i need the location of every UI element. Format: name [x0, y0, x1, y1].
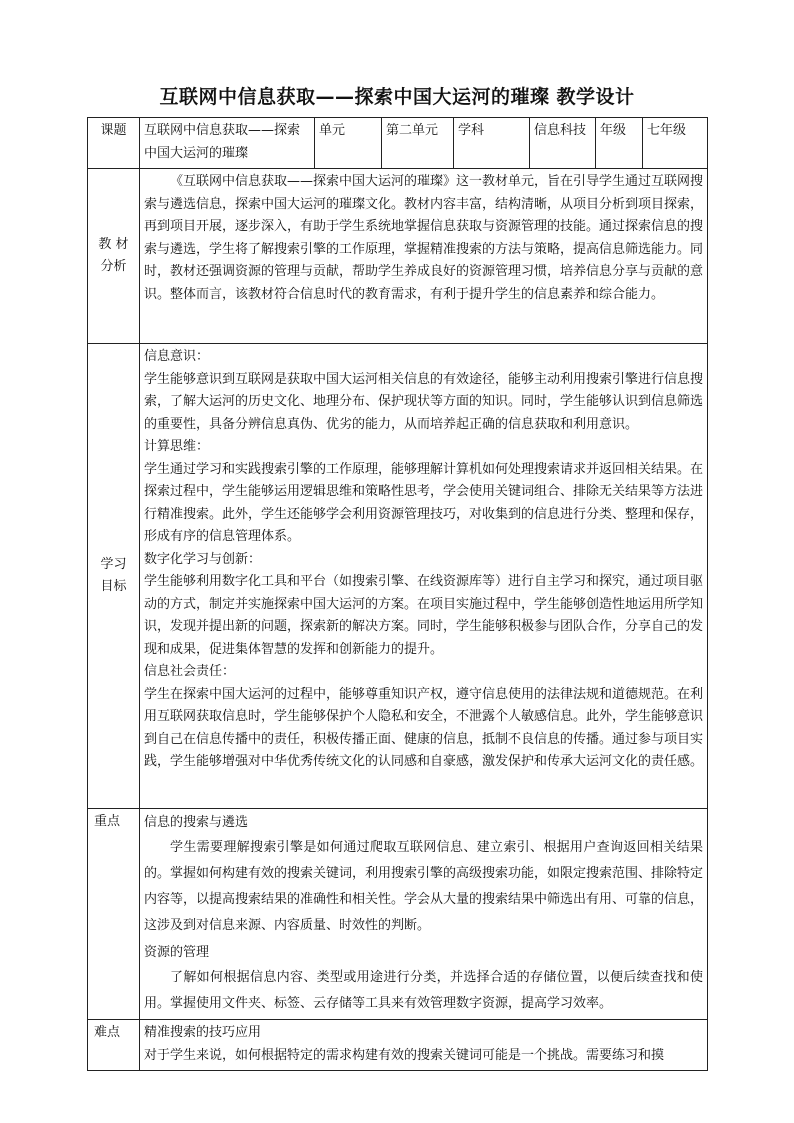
goal-text-info-awareness: 学生能够意识到互联网是获取中国大运河相关信息的有效途径，能够主动利用搜索引擎进行信息搜索，了解大运河的历史文化、地理分布、保护现状等方面的知识。同时，学生能够认识到信息筛选的重要性，具备分辨信息真伪、优劣的能力，从而培养起正确的信息获取和利用意识。 [144, 371, 704, 432]
subject-label: 学科 [454, 118, 530, 169]
unit-label: 单元 [315, 118, 382, 169]
goal-text-digital-learning: 学生能够利用数字化工具和平台（如搜索引擎、在线资源库等）进行自主学习和探究，通过项目驱动的方式，制定并实施探索中国大运河的方案。在项目实施过程中，学生能够创造性地运用所学知识，发现并提出新的问题，探索新的解决方案。同时，学生能够积极参与团队合作，分享自己的发现和成果，促进集体智慧的发挥和创新能力的提升。 [144, 574, 704, 657]
subject-value: 信息科技 [530, 118, 596, 169]
goals-label-line1: 学习 [100, 556, 127, 572]
analysis-label-line2: 分析 [100, 259, 127, 274]
key-points-content [140, 809, 708, 1020]
goal-heading-computational-thinking: 计算思维： [144, 439, 210, 454]
goal-heading-social-responsibility: 信息社会责任： [144, 664, 236, 679]
topic-label: 课题 [88, 118, 140, 169]
goals-content [140, 344, 708, 809]
goal-text-social-responsibility: 学生在探索中国大运河的过程中，能够尊重知识产权，遵守信息使用的法律法规和道德规范。在利用互联网获取信息时，学生能够保护个人隐私和安全，不泄露个人敏感信息。此外，学生能够意识到自己在信息传播中的责任，积极传播正面、健康的信息，抵制不良信息的传播。通过参与项目实践，学生能够增强对中华优秀传统文化的认同感和自豪感，激发保护和传承大运河文化的责任感。 [144, 686, 704, 769]
goals-label [88, 344, 140, 809]
key-heading-resources: 资源的管理 [144, 945, 210, 960]
analysis-label-line1: 教 材 [98, 236, 129, 252]
topic-value: 互联网中信息获取——探索中国大运河的璀璨 [140, 118, 315, 169]
document-title: 互联网中信息获取——探索中国大运河的璀璨 教学设计 [159, 86, 635, 108]
key-points-row [88, 809, 708, 1020]
key-text-resources: 了解如何根据信息内容、类型或用途进行分类，并选择合适的存储位置，以便后续查找和使用。掌握使用文件夹、标签、云存储等工具来有效管理数字资源，提高学习效率。 [144, 970, 703, 1011]
analysis-row [88, 169, 708, 344]
goals-row [88, 344, 708, 809]
analysis-label [88, 169, 140, 344]
key-text-search: 学生需要理解搜索引擎是如何通过爬取互联网信息、建立索引、根据用户查询返回相关结果的。掌握如何构建有效的搜索关键词，利用搜索引擎的高级搜索功能，如限定搜索范围、排除特定内容等，以提高搜索结果的准确性和相关性。学会从大量的搜索结果中筛选出有用、可靠的信息，这涉及到对信息来源、内容质量、时效性的判断。 [144, 840, 704, 933]
goal-heading-info-awareness: 信息意识： [144, 349, 210, 364]
goals-label-line2: 目标 [100, 579, 127, 594]
goal-heading-digital-learning: 数字化学习与创新： [144, 551, 262, 567]
header-row [88, 118, 708, 169]
grade-value: 七年级 [643, 118, 708, 169]
analysis-text: 《互联网中信息获取——探索中国大运河的璀璨》这一教材单元，旨在引导学生通过互联网搜索与遴选信息，探索中国大运河的璀璨文化。教材内容丰富，结构清晰，从项目分析到项目探索，再到项目开展，逐步深入，有助于学生系统地掌握信息获取与资源管理的技能。通过探索信息的搜索与遴选，学生将了解搜索引擎的工作原理，掌握精准搜索的方法与策略，提高信息筛选能力。同时，教材还强调资源的管理与贡献，帮助学生养成良好的资源管理习惯，培养信息分享与贡献的意识。整体而言，该教材符合信息时代的教育需求，有利于提升学生的信息素养和综合能力。 [144, 174, 704, 302]
difficulties-row [88, 1020, 708, 1071]
difficulties-label: 难点 [88, 1020, 140, 1071]
difficulties-content [140, 1020, 708, 1071]
difficulty-heading: 精准搜索的技巧应用 [144, 1025, 262, 1040]
difficulty-text: 对于学生来说，如何根据特定的需求构建有效的搜索关键词可能是一个挑战。需要练习和摸 [144, 1047, 665, 1063]
key-heading-search: 信息的搜索与遴选 [144, 815, 249, 830]
analysis-content [140, 169, 708, 344]
lesson-plan-table [87, 117, 708, 1071]
key-points-label: 重点 [88, 809, 140, 1020]
goal-text-computational-thinking: 学生通过学习和实践搜索引擎的工作原理，能够理解计算机如何处理搜索请求并返回相关结果。在探索过程中，学生能够运用逻辑思维和策略性思考，学会使用关键词组合、排除无关结果等方法进行精准搜索。此外，学生还能够学会利用资源管理技巧，对收集到的信息进行分类、整理和保存，形成有序的信息管理体系。 [144, 461, 704, 544]
unit-value: 第二单元 [382, 118, 454, 169]
grade-label: 年级 [596, 118, 643, 169]
